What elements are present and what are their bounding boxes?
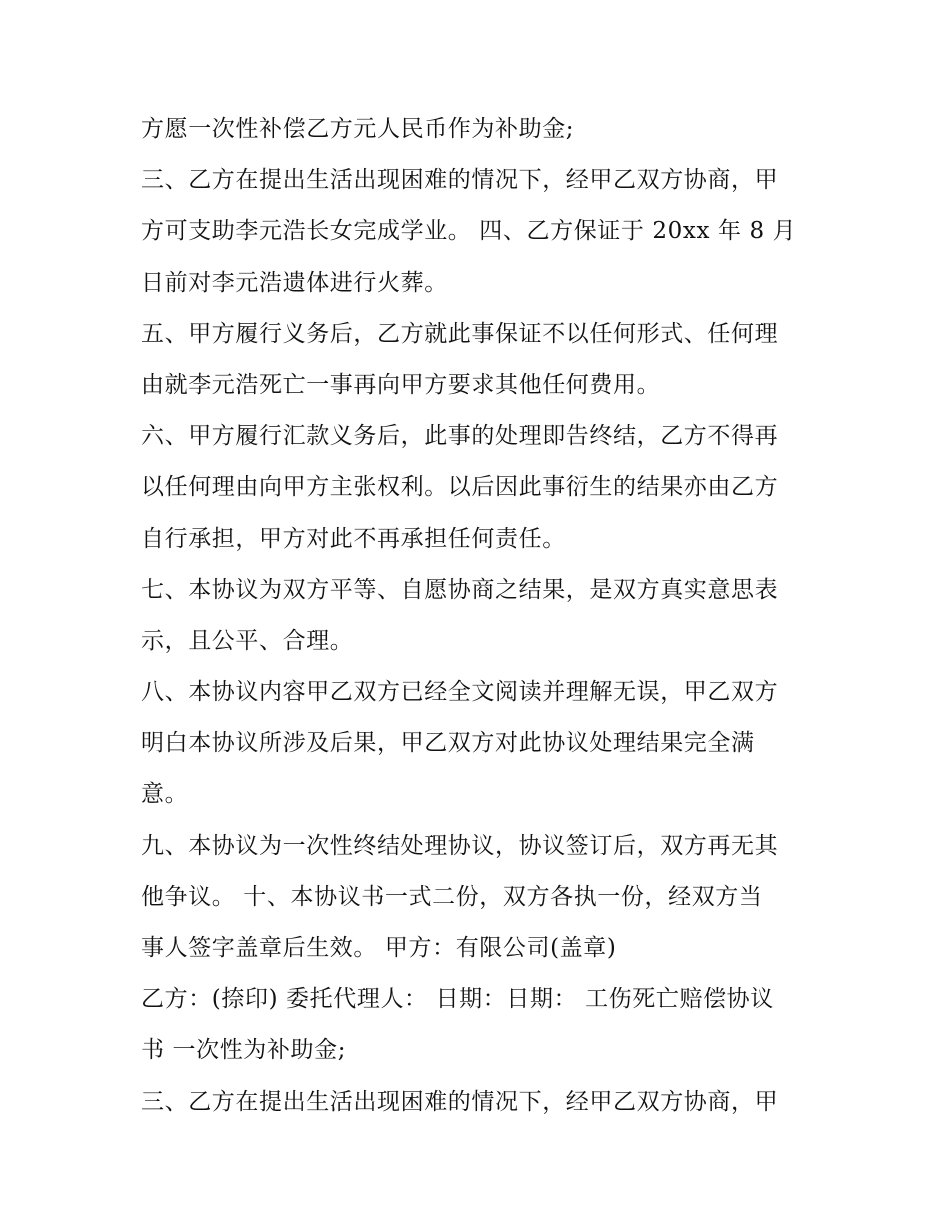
text-line: 六、甲方履行汇款义务后，此事的处理即告终结，乙方不得再 bbox=[141, 423, 779, 450]
text-line: 书 一次性为补助金; bbox=[141, 1037, 347, 1064]
text-line: 示，且公平、合理。 bbox=[141, 627, 354, 654]
text-line: 三、乙方在提出生活出现困难的情况下，经甲乙双方协商，甲 bbox=[141, 1088, 779, 1115]
text-line: 明白本协议所涉及后果，甲乙双方对此协议处理结果完全满 bbox=[141, 730, 755, 757]
text-line: 方愿一次性补偿乙方元人民币作为补助金; bbox=[141, 116, 575, 142]
text-line: 以任何理由向甲方主张权利。以后因此事衍生的结果亦由乙方 bbox=[141, 474, 779, 501]
text-line: 日前对李元浩遗体进行火葬。 bbox=[141, 269, 448, 296]
text-line: 八、本协议内容甲乙双方已经全文阅读并理解无误，甲乙双方 bbox=[141, 679, 779, 706]
document-body bbox=[141, 104, 821, 1128]
text-line: 三、乙方在提出生活出现困难的情况下，经甲乙双方协商，甲 bbox=[141, 167, 779, 194]
text-line: 七、本协议为双方平等、自愿协商之结果，是双方真实意思表 bbox=[141, 576, 779, 603]
text-line: 方可支助李元浩长女完成学业。 四、乙方保证于 20xx 年 8 月 bbox=[141, 218, 797, 245]
text-line: 由就李元浩死亡一事再向甲方要求其他任何费用。 bbox=[141, 371, 661, 398]
text-line: 乙方：(捺印) 委托代理人： 日期：日期： 工伤死亡赔偿协议 bbox=[141, 986, 774, 1013]
text-line: 自行承担，甲方对此不再承担任何责任。 bbox=[141, 525, 566, 552]
text-line: 意。 bbox=[141, 781, 189, 808]
text-line: 五、甲方履行义务后，乙方就此事保证不以任何形式、任何理 bbox=[141, 320, 779, 347]
text-line: 事人签字盖章后生效。 甲方：有限公司(盖章) bbox=[141, 935, 617, 961]
text-line: 九、本协议为一次性终结处理协议，协议签订后，双方再无其 bbox=[141, 832, 779, 859]
text-line: 他争议。 十、本协议书一式二份，双方各执一份，经双方当 bbox=[141, 883, 763, 910]
